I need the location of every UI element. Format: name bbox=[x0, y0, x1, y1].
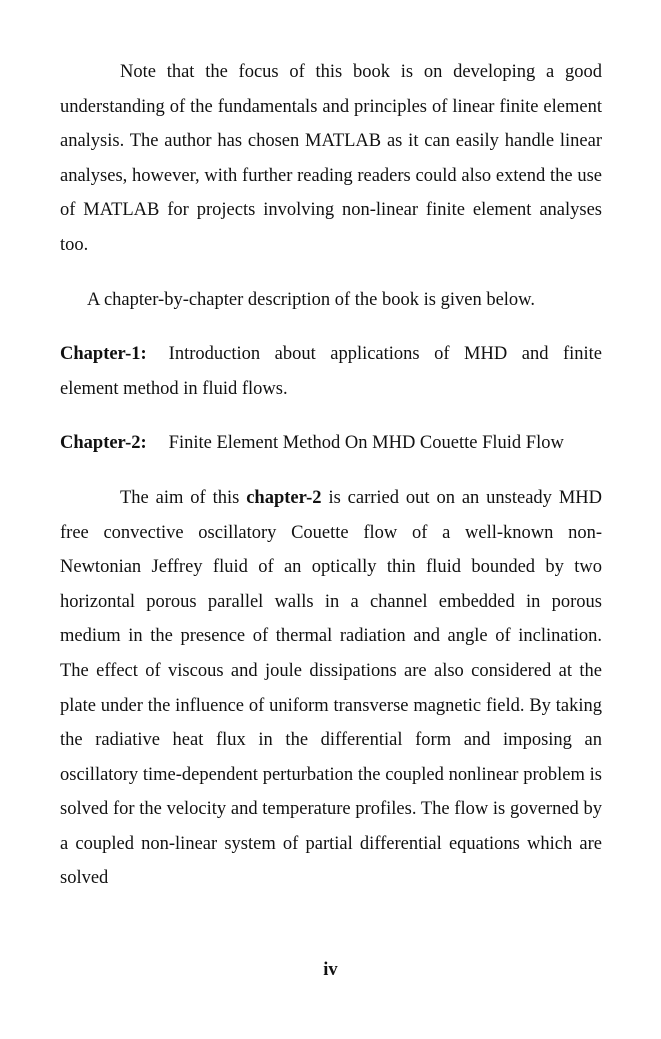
chapter-1-entry bbox=[60, 337, 602, 406]
chapter-2-description: Finite Element Method On MHD Couette Fluid Flow bbox=[168, 433, 564, 454]
page-number: iv bbox=[323, 960, 338, 980]
chapter-2-entry bbox=[60, 426, 602, 461]
paragraph-focus: Note that the focus of this book is on developing a good understanding of the fundamentals and principles of linear finite element analysis. The author has chosen MATLAB as it can easily handle linear analyses, however, with further reading readers could also extend the use of MATLAB for projects involving non-linear finite element analyses too. bbox=[60, 62, 602, 255]
summary-bold-term: chapter-2 bbox=[246, 487, 322, 508]
paragraph-intro: A chapter-by-chapter description of the book is given below. bbox=[87, 289, 535, 310]
summary-rest: is carried out on an unsteady MHD free convective oscillatory Couette flow of a well-known non-Newtonian Jeffrey fluid of an optically thin fluid bounded by two horizontal porous parallel walls in a channel embedded in porous medium in the presence of thermal radiation and angle of inclination. The effect of viscous and joule dissipations are also considered at the plate under the influence of uniform transverse magnetic field. By taking the radiative heat flux in the differential form and imposing an oscillatory time-dependent perturbation the coupled nonlinear problem is solved for the velocity and temperature profiles. The flow is governed by a coupled non-linear system of partial differential equations which are solved bbox=[60, 487, 602, 889]
chapter-2-label: Chapter-2: bbox=[60, 433, 147, 454]
summary-prefix: The aim of this bbox=[120, 487, 247, 508]
page-body bbox=[60, 55, 602, 896]
paragraph-chapter-2-summary bbox=[60, 481, 602, 896]
chapter-1-description: Introduction about applications of MHD and finite element method in fluid flows. bbox=[60, 344, 602, 399]
chapter-1-label: Chapter-1: bbox=[60, 344, 147, 365]
